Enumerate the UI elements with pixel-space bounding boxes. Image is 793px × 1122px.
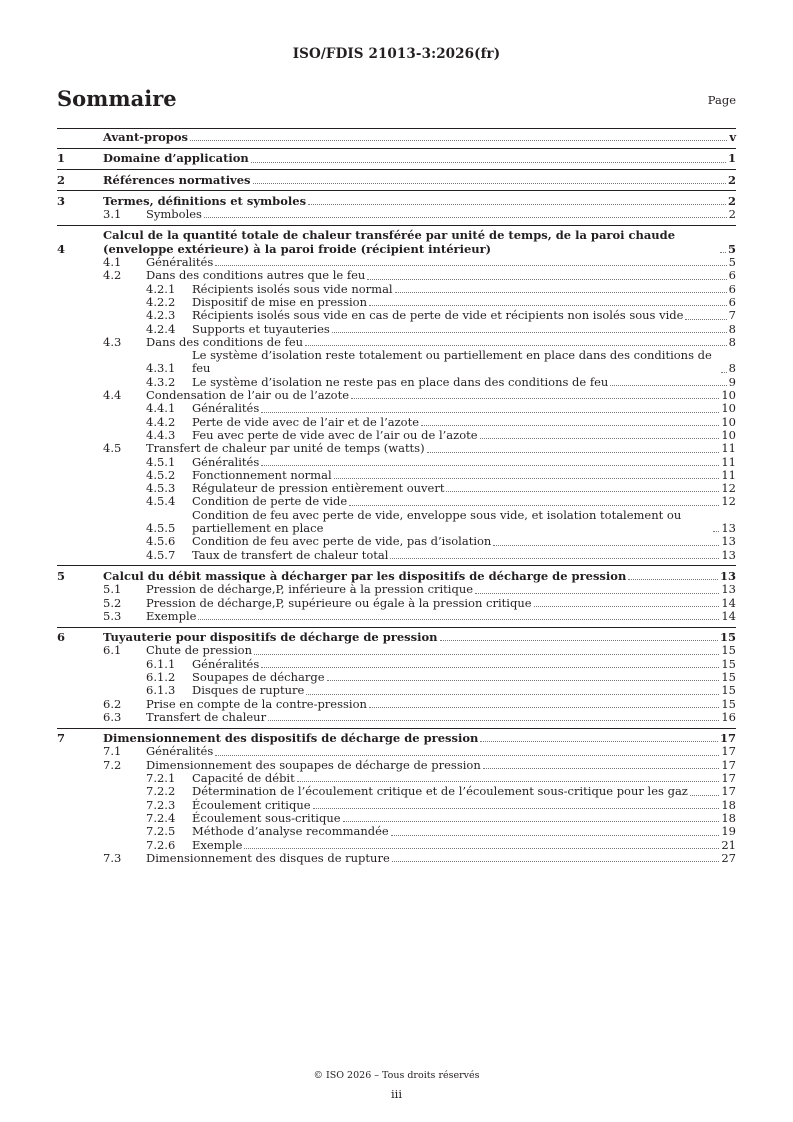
toc-entry-number: 3.1 (103, 207, 122, 222)
document-header: ISO/FDIS 21013-3:2026(fr) (292, 46, 501, 62)
toc-entry-title: Condition de feu avec perte de vide, pas d’isolation (192, 534, 492, 549)
toc-entry[interactable] (57, 195, 736, 208)
toc-entry-number: 6.1.2 (146, 669, 176, 684)
toc-entry-page: 15 (721, 683, 736, 698)
toc-entry-number: 4.4.3 (146, 427, 176, 442)
toc-separator (57, 148, 736, 149)
toc-entry-page: 17 (721, 771, 736, 786)
toc-entry[interactable] (57, 570, 736, 583)
toc-entry-number: 6 (57, 630, 66, 645)
toc-entry-number: 4 (57, 241, 66, 256)
dot-leader (261, 412, 719, 413)
toc-entry-page: 19 (721, 824, 736, 839)
dot-leader (332, 332, 727, 333)
dot-leader (251, 162, 726, 163)
toc-entry-page: 15 (721, 643, 736, 658)
toc-entry-page: 21 (721, 837, 736, 852)
toc-entry-page: 16 (721, 709, 736, 724)
toc-entry-number: 4.5.1 (146, 454, 176, 469)
dot-leader (215, 755, 719, 756)
toc-entry-number: 7.2 (103, 757, 122, 772)
toc-separator (57, 565, 736, 566)
toc-entry-title: Méthode d’analyse recommandée (192, 824, 389, 839)
toc-entry-page: 5 (728, 255, 736, 270)
toc-entry-title: Exemple (192, 837, 243, 852)
dot-leader (268, 720, 719, 721)
toc-entry-number: 6.1.1 (146, 656, 176, 671)
dot-leader (390, 558, 719, 559)
toc-entry[interactable] (57, 711, 736, 724)
dot-leader (427, 452, 720, 453)
toc-entry-number: 4.2.1 (146, 281, 176, 296)
toc-entry-number: 7 (57, 731, 66, 746)
toc-entry-number: 4.3 (103, 334, 122, 349)
toc-entry-title: Régulateur de pression entièrement ouvert (192, 481, 445, 496)
toc-entry-title: Généralités (146, 744, 214, 759)
toc-entry-title: Feu avec perte de vide avec de l’air ou de l’azote (192, 427, 478, 442)
toc-entry[interactable] (57, 256, 736, 269)
toc-entry-number: 6.1.3 (146, 683, 176, 698)
toc-entry[interactable] (57, 631, 736, 644)
dot-leader (367, 279, 726, 280)
toc-entry[interactable] (57, 745, 736, 758)
copyright-footer: © ISO 2026 – Tous droits réservés (313, 1070, 480, 1081)
toc-entry-page: 12 (721, 494, 736, 509)
toc-entry-page: 7 (728, 308, 736, 323)
dot-leader (480, 438, 720, 439)
toc-entry-title: Dimensionnement des dispositifs de décharge de pression (103, 731, 479, 746)
toc-entry[interactable] (57, 456, 736, 469)
toc-entry[interactable] (57, 839, 736, 852)
toc-entry-page: 13 (721, 521, 736, 536)
toc-entry-title: Transfert de chaleur par unité de temps (watts) (146, 441, 425, 456)
toc-entry[interactable] (57, 535, 736, 548)
dot-leader (334, 478, 720, 479)
toc-entry-number: 6.3 (103, 709, 122, 724)
toc-entry[interactable] (57, 131, 736, 144)
toc-entry-title: Tuyauterie pour dispositifs de décharge de pression (103, 630, 438, 645)
toc-entry-page: 10 (721, 414, 736, 429)
toc-entry[interactable] (57, 495, 736, 508)
toc-entry-page: 18 (721, 810, 736, 825)
dot-leader (308, 204, 726, 205)
table-of-contents (57, 128, 736, 865)
toc-entry-title: Pression de décharge,P, supérieure ou égale à la pression critique (146, 595, 532, 610)
dot-leader (349, 505, 719, 506)
toc-entry-page: 17 (719, 731, 736, 746)
toc-entry-title: Taux de transfert de chaleur total (192, 547, 389, 562)
dot-leader (297, 781, 720, 782)
toc-entry-title: Termes, définitions et symboles (103, 193, 307, 208)
toc-entry-number: 4.4.2 (146, 414, 176, 429)
toc-entry[interactable] (57, 759, 736, 772)
toc-entry[interactable] (57, 482, 736, 495)
dot-leader (190, 140, 727, 141)
dot-leader (685, 319, 726, 320)
toc-entry-title: Dimensionnement des soupapes de décharge de pression (146, 757, 481, 772)
toc-entry-title: Généralités (192, 401, 260, 416)
toc-entry-page: 6 (728, 281, 736, 296)
toc-entry-number: 4.5.6 (146, 534, 176, 549)
toc-entry-title: Généralités (192, 454, 260, 469)
toc-entry[interactable] (57, 208, 736, 221)
toc-entry-title: Récipients isolés sous vide en cas de perte de vide et récipients non isolés sous vide (192, 308, 684, 323)
toc-entry-number: 4.4 (103, 388, 122, 403)
dot-leader (327, 680, 720, 681)
toc-entry-title: Calcul de la quantité totale de chaleur transférée par unité de temps, de la paroi chaude (enveloppe extérieure) à la paroi froide (récipient intérieur) (103, 228, 676, 256)
toc-entry-title: Chute de pression (146, 643, 252, 658)
toc-entry-page: 1 (727, 151, 736, 166)
toc-entry[interactable] (57, 402, 736, 415)
toc-entry-title: Dispositif de mise en pression (192, 294, 367, 309)
toc-entry-number: 4.5.2 (146, 467, 176, 482)
toc-entry[interactable] (57, 269, 736, 282)
toc-entry-number: 4.2.4 (146, 321, 176, 336)
toc-entry[interactable] (57, 583, 736, 596)
dot-leader (446, 491, 719, 492)
toc-entry-title: Exemple (146, 608, 197, 623)
toc-entry-page: 17 (721, 744, 736, 759)
toc-entry-page: 13 (721, 547, 736, 562)
toc-entry-page: 6 (728, 268, 736, 283)
dot-leader (254, 654, 719, 655)
toc-entry[interactable] (57, 442, 736, 455)
toc-entry[interactable] (57, 469, 736, 482)
dot-leader (391, 835, 720, 836)
toc-entry-page: 13 (719, 568, 736, 583)
toc-entry-page: 15 (719, 630, 736, 645)
toc-entry-page: 13 (721, 534, 736, 549)
toc-entry-number: 7.3 (103, 850, 122, 865)
toc-entry-number: 6.1 (103, 643, 122, 658)
toc-separator (57, 225, 736, 226)
page-number: iii (390, 1087, 403, 1101)
toc-entry-page: 14 (721, 595, 736, 610)
toc-entry[interactable] (57, 644, 736, 657)
toc-entry[interactable] (57, 658, 736, 671)
toc-entry[interactable] (57, 309, 736, 322)
toc-entry-page: 6 (728, 294, 736, 309)
toc-entry-title: Calcul du débit massique à décharger par les dispositifs de décharge de pression (103, 568, 627, 583)
toc-entry-page: 11 (721, 467, 736, 482)
toc-separator (57, 169, 736, 170)
toc-entry-page: v (729, 130, 736, 144)
toc-entry-title: Références normatives (103, 172, 251, 187)
toc-entry-title: Soupapes de décharge (192, 669, 325, 684)
toc-entry[interactable] (57, 671, 736, 684)
dot-leader (351, 398, 719, 399)
toc-entry-page: 8 (728, 361, 736, 376)
toc-entry-page: 14 (721, 608, 736, 623)
toc-entry-title: Disques de rupture (192, 683, 305, 698)
dot-leader (244, 848, 719, 849)
toc-entry[interactable] (57, 549, 736, 562)
toc-entry[interactable] (57, 152, 736, 165)
toc-entry-title: Domaine d’application (103, 151, 249, 166)
toc-entry[interactable] (57, 376, 736, 389)
toc-entry-page: 17 (721, 757, 736, 772)
toc-separator (57, 728, 736, 729)
toc-entry-number: 3 (57, 193, 66, 208)
dot-leader (493, 545, 719, 546)
toc-entry-page: 15 (721, 669, 736, 684)
dot-leader (628, 579, 718, 580)
dot-leader (369, 305, 727, 306)
toc-entry-title: Fonctionnement normal (192, 467, 332, 482)
toc-entry[interactable] (57, 389, 736, 402)
toc-entry-title: Récipients isolés sous vide normal (192, 281, 393, 296)
toc-entry-title: Généralités (192, 656, 260, 671)
toc-entry-number: 5.1 (103, 582, 122, 597)
toc-entry-title: Transfert de chaleur (146, 709, 267, 724)
toc-entry-number: 7.2.4 (146, 810, 176, 825)
toc-entry-number: 1 (57, 151, 66, 166)
toc-entry-number: 7.2.5 (146, 824, 176, 839)
toc-entry[interactable] (57, 323, 736, 336)
toc-entry-page: 2 (727, 193, 736, 208)
dot-leader (690, 795, 720, 796)
toc-entry-page: 11 (721, 441, 736, 456)
dot-leader (369, 707, 719, 708)
dot-leader (198, 619, 719, 620)
toc-entry[interactable] (57, 852, 736, 865)
dot-leader (395, 292, 727, 293)
toc-entry-page: 15 (721, 656, 736, 671)
dot-leader (534, 606, 720, 607)
toc-entry[interactable] (57, 684, 736, 697)
toc-entry-number: 4.5 (103, 441, 122, 456)
page-title: Sommaire (57, 86, 177, 111)
toc-entry-title: Prise en compte de la contre-pression (146, 696, 367, 711)
toc-entry-title: Pression de décharge,P, inférieure à la pression critique (146, 582, 474, 597)
toc-entry-title: Dimensionnement des disques de rupture (146, 850, 390, 865)
dot-leader (253, 183, 726, 184)
toc-entry-number: 5 (57, 568, 66, 583)
toc-entry-number: 4.5.5 (146, 521, 176, 536)
toc-entry-number: 7.2.1 (146, 771, 176, 786)
dot-leader (261, 667, 719, 668)
dot-leader (392, 861, 720, 862)
toc-entry-number: 7.2.3 (146, 797, 176, 812)
toc-entry-number: 4.2 (103, 268, 122, 283)
toc-entry[interactable] (57, 174, 736, 187)
toc-entry[interactable] (57, 509, 736, 536)
dot-leader (440, 640, 718, 641)
toc-entry[interactable] (57, 336, 736, 349)
toc-entry-page: 10 (721, 427, 736, 442)
toc-entry-page: 18 (721, 797, 736, 812)
toc-entry[interactable] (57, 283, 736, 296)
dot-leader (483, 768, 720, 769)
toc-entry-number: 4.3.1 (146, 361, 176, 376)
dot-leader (610, 385, 726, 386)
toc-entry-number: 2 (57, 172, 66, 187)
dot-leader (475, 593, 719, 594)
toc-entry-page: 13 (721, 582, 736, 597)
toc-entry-title: Écoulement critique (192, 797, 311, 812)
toc-entry[interactable] (57, 349, 736, 376)
dot-leader (713, 531, 719, 532)
toc-entry-number: 7.1 (103, 744, 122, 759)
dot-leader (720, 252, 726, 253)
toc-entry[interactable] (57, 799, 736, 812)
toc-entry-number: 4.5.3 (146, 481, 176, 496)
toc-entry-number: 4.3.2 (146, 374, 176, 389)
toc-entry-number: 7.2.2 (146, 784, 176, 799)
toc-entry-title: Détermination de l’écoulement critique et de l’écoulement sous-critique pour les gaz (192, 784, 688, 799)
toc-separator (57, 627, 736, 628)
toc-entry-page: 8 (728, 334, 736, 349)
dot-leader (215, 265, 726, 266)
dot-leader (480, 741, 718, 742)
toc-entry-title: Écoulement sous-critique (192, 810, 341, 825)
toc-entry[interactable] (57, 229, 736, 256)
toc-separator (57, 128, 736, 129)
toc-entry-title: Condition de perte de vide (192, 494, 348, 509)
toc-entry-page: 10 (721, 401, 736, 416)
toc-entry[interactable] (57, 429, 736, 442)
toc-entry[interactable] (57, 825, 736, 838)
dot-leader (306, 694, 719, 695)
toc-entry-page: 11 (721, 454, 736, 469)
toc-entry-title: Le système d’isolation ne reste pas en place dans des conditions de feu (192, 374, 609, 389)
toc-entry-number: 7.2.6 (146, 837, 176, 852)
toc-entry-title: Perte de vide avec de l’air et de l’azote (192, 414, 420, 429)
toc-entry-title: Dans des conditions de feu (146, 334, 304, 349)
toc-separator (57, 190, 736, 191)
toc-entry-title: Dans des conditions autres que le feu (146, 268, 366, 283)
toc-entry-page: 2 (727, 172, 736, 187)
toc-entry[interactable] (57, 296, 736, 309)
toc-entry-page: 8 (728, 321, 736, 336)
toc-entry[interactable] (57, 698, 736, 711)
toc-entry-number: 4.1 (103, 255, 122, 270)
toc-entry-number: 4.2.2 (146, 294, 176, 309)
toc-entry-number: 4.2.3 (146, 308, 176, 323)
toc-entry-page: 5 (727, 241, 736, 256)
toc-entry[interactable] (57, 732, 736, 745)
dot-leader (343, 821, 720, 822)
toc-entry-title: Symboles (146, 207, 202, 222)
dot-leader (261, 465, 719, 466)
toc-entry-number: 4.5.4 (146, 494, 176, 509)
toc-entry[interactable] (57, 416, 736, 429)
toc-entry-number: 5.3 (103, 608, 122, 623)
toc-entry-title: Le système d’isolation reste totalement ou partiellement en place dans des conditions de feu (192, 348, 712, 376)
toc-entry-title: Supports et tuyauteries (192, 321, 330, 336)
toc-entry-page: 2 (728, 207, 736, 222)
toc-entry-title: Condensation de l’air ou de l’azote (146, 388, 349, 403)
toc-entry-title: Avant-propos (103, 130, 188, 144)
toc-entry-number: 4.5.7 (146, 547, 176, 562)
toc-entry-number: 5.2 (103, 595, 122, 610)
toc-entry[interactable] (57, 610, 736, 623)
toc-entry-page: 17 (721, 784, 736, 799)
toc-entry-page: 12 (721, 481, 736, 496)
toc-entry[interactable] (57, 597, 736, 610)
toc-entry-number: 6.2 (103, 696, 122, 711)
toc-entry[interactable] (57, 772, 736, 785)
page-column-label: Page (707, 93, 736, 107)
toc-entry-page: 10 (721, 388, 736, 403)
dot-leader (421, 425, 719, 426)
toc-entry-page: 27 (721, 850, 736, 865)
toc-entry-title: Capacité de débit (192, 771, 295, 786)
dot-leader (721, 372, 727, 373)
toc-entry-title: Condition de feu avec perte de vide, enveloppe sous vide, et isolation totalement ou partiellement en place (192, 507, 682, 536)
dot-leader (313, 808, 720, 809)
toc-entry-number: 4.4.1 (146, 401, 176, 416)
toc-entry[interactable] (57, 812, 736, 825)
toc-entry[interactable] (57, 785, 736, 798)
dot-leader (204, 217, 727, 218)
toc-entry-title: Généralités (146, 255, 214, 270)
toc-entry-page: 15 (721, 696, 736, 711)
toc-entry-page: 9 (728, 374, 736, 389)
dot-leader (305, 345, 727, 346)
